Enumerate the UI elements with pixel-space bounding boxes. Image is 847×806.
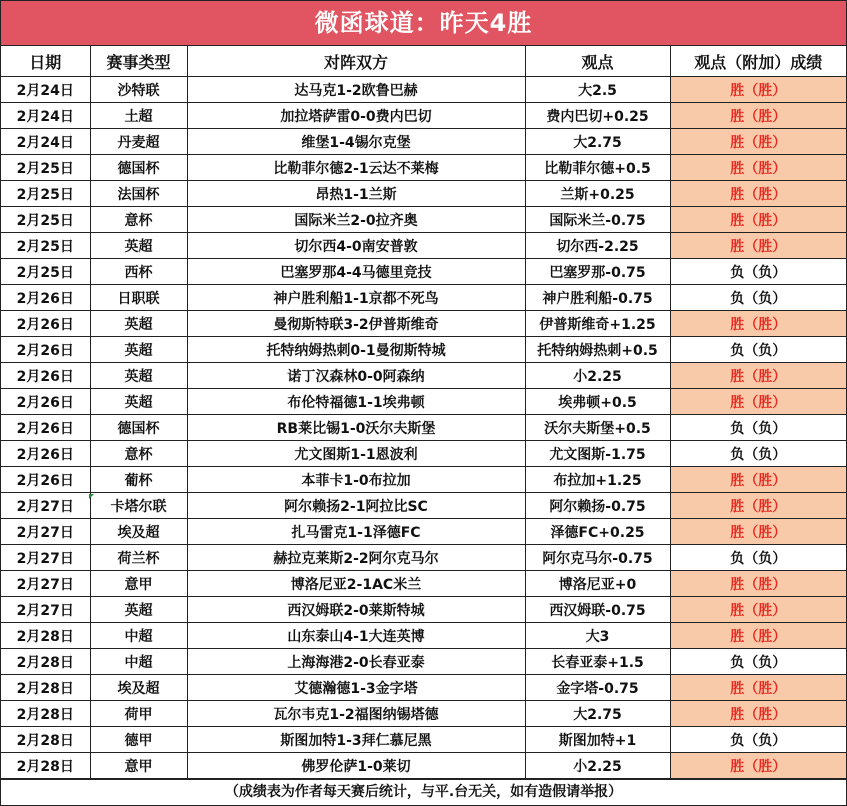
cell-match: 比勒菲尔德2-1云达不莱梅 [187,155,525,181]
cell-match: 维堡1-4锡尔克堡 [187,129,525,155]
table-row [1,545,846,571]
cell-match: 扎马雷克1-1泽德FC [187,519,525,545]
cell-date: 2月26日 [1,285,90,311]
cell-pick: 埃弗顿+0.5 [525,389,670,415]
cell-date: 2月28日 [1,701,90,727]
cell-league: 德国杯 [90,415,187,441]
cell-result: 胜（胜） [670,701,846,727]
cell-pick: 国际米兰-0.75 [525,207,670,233]
cell-league: 埃及超 [90,519,187,545]
cell-result: 负（负） [670,415,846,441]
table-row [1,649,846,675]
cell-result: 胜（胜） [670,493,846,519]
cell-date: 2月25日 [1,155,90,181]
cell-league: 意杯 [90,441,187,467]
cell-match: 国际米兰2-0拉齐奥 [187,207,525,233]
cell-date: 2月26日 [1,363,90,389]
cell-result: 胜（胜） [670,181,846,207]
cell-pick: 比勒菲尔德+0.5 [525,155,670,181]
table-row [1,441,846,467]
cell-date: 2月24日 [1,103,90,129]
table-row [1,259,846,285]
cell-pick: 费内巴切+0.25 [525,103,670,129]
cell-league: 法国杯 [90,181,187,207]
cell-league: 英超 [90,363,187,389]
cell-date: 2月28日 [1,727,90,753]
cell-result: 胜（胜） [670,675,846,701]
cell-date: 2月24日 [1,129,90,155]
cell-pick: 博洛尼亚+0 [525,571,670,597]
cell-result: 负（负） [670,259,846,285]
cell-match: 尤文图斯1-1恩波利 [187,441,525,467]
cell-result: 胜（胜） [670,311,846,337]
cell-result: 胜（胜） [670,753,846,779]
cell-result: 胜（胜） [670,207,846,233]
cell-result: 胜（胜） [670,571,846,597]
cell-league: 沙特联 [90,77,187,103]
cell-date: 2月27日 [1,493,90,519]
cell-match: 上海海港2-0长春亚泰 [187,649,525,675]
cell-pick: 神户胜利船-0.75 [525,285,670,311]
table-body [1,77,846,779]
cell-pick: 斯图加特+1 [525,727,670,753]
header-pick: 观点 [525,46,670,77]
cell-match: 艾德瀚德1-3金字塔 [187,675,525,701]
table-row [1,753,846,779]
cell-date: 2月24日 [1,77,90,103]
cell-league: 西杯 [90,259,187,285]
cell-marker-icon [89,494,94,499]
table-row [1,519,846,545]
cell-match: 昂热1-1兰斯 [187,181,525,207]
cell-league: 德国杯 [90,155,187,181]
cell-league: 土超 [90,103,187,129]
table-row [1,493,846,519]
cell-pick: 阿尔赖扬-0.75 [525,493,670,519]
cell-date: 2月28日 [1,623,90,649]
cell-pick: 伊普斯维奇+1.25 [525,311,670,337]
cell-result: 胜（胜） [670,597,846,623]
cell-pick: 沃尔夫斯堡+0.5 [525,415,670,441]
cell-league: 荷兰杯 [90,545,187,571]
cell-result: 负（负） [670,441,846,467]
cell-pick: 小2.25 [525,363,670,389]
cell-match: 本菲卡1-0布拉加 [187,467,525,493]
cell-result: 胜（胜） [670,129,846,155]
cell-league: 中超 [90,623,187,649]
cell-result: 胜（胜） [670,467,846,493]
cell-league: 日职联 [90,285,187,311]
cell-result: 胜（胜） [670,77,846,103]
table-row [1,181,846,207]
header-league: 赛事类型 [90,46,187,77]
cell-league: 英超 [90,389,187,415]
cell-league: 英超 [90,311,187,337]
cell-pick: 大3 [525,623,670,649]
footer-note: （成绩表为作者每天赛后统计，与平.台无关，如有造假请举报） [1,779,846,805]
cell-date: 2月26日 [1,467,90,493]
cell-date: 2月27日 [1,545,90,571]
cell-match: 巴塞罗那4-4马德里竞技 [187,259,525,285]
cell-date: 2月26日 [1,389,90,415]
cell-league: 丹麦超 [90,129,187,155]
cell-pick: 西汉姆联-0.75 [525,597,670,623]
cell-league: 葡杯 [90,467,187,493]
table-row [1,103,846,129]
cell-result: 胜（胜） [670,519,846,545]
cell-date: 2月27日 [1,519,90,545]
cell-date: 2月28日 [1,675,90,701]
cell-match: 切尔西4-0南安普敦 [187,233,525,259]
cell-league: 德甲 [90,727,187,753]
table-row [1,363,846,389]
cell-date: 2月25日 [1,233,90,259]
cell-date: 2月26日 [1,311,90,337]
table-row [1,415,846,441]
table-row [1,207,846,233]
cell-league: 英超 [90,337,187,363]
cell-match: 托特纳姆热刺0-1曼彻斯特城 [187,337,525,363]
cell-match: 神户胜利船1-1京都不死鸟 [187,285,525,311]
cell-date: 2月26日 [1,441,90,467]
cell-date: 2月26日 [1,415,90,441]
table-row [1,389,846,415]
cell-result: 胜（胜） [670,233,846,259]
cell-league: 意甲 [90,753,187,779]
cell-pick: 泽德FC+0.25 [525,519,670,545]
table-row [1,571,846,597]
cell-match: 山东泰山4-1大连英博 [187,623,525,649]
cell-pick: 兰斯+0.25 [525,181,670,207]
cell-result: 胜（胜） [670,623,846,649]
table-row [1,77,846,103]
cell-date: 2月28日 [1,753,90,779]
header-row [1,46,846,77]
cell-match: 斯图加特1-3拜仁慕尼黑 [187,727,525,753]
cell-match: 诺丁汉森林0-0阿森纳 [187,363,525,389]
cell-league: 意杯 [90,207,187,233]
cell-match: 曼彻斯特联3-2伊普斯维奇 [187,311,525,337]
cell-match: 阿尔赖扬2-1阿拉比SC [187,493,525,519]
cell-result: 负（负） [670,285,846,311]
cell-pick: 托特纳姆热刺+0.5 [525,337,670,363]
cell-match: 赫拉克莱斯2-2阿尔克马尔 [187,545,525,571]
table-row [1,727,846,753]
table-row [1,285,846,311]
cell-league: 荷甲 [90,701,187,727]
cell-league: 英超 [90,597,187,623]
table-row [1,597,846,623]
table-row [1,467,846,493]
cell-pick: 大2.5 [525,77,670,103]
table-row [1,675,846,701]
cell-pick: 切尔西-2.25 [525,233,670,259]
cell-date: 2月28日 [1,649,90,675]
cell-result: 负（负） [670,337,846,363]
cell-result: 负（负） [670,649,846,675]
cell-pick: 金字塔-0.75 [525,675,670,701]
cell-pick: 大2.75 [525,129,670,155]
cell-match: 布伦特福德1-1埃弗顿 [187,389,525,415]
cell-result: 胜（胜） [670,155,846,181]
table-row [1,623,846,649]
cell-league: 卡塔尔联 [90,493,187,519]
cell-date: 2月26日 [1,337,90,363]
header-match: 对阵双方 [187,46,525,77]
cell-date: 2月25日 [1,181,90,207]
results-table [1,46,846,779]
cell-pick: 阿尔克马尔-0.75 [525,545,670,571]
cell-result: 胜（胜） [670,363,846,389]
cell-match: RB莱比锡1-0沃尔夫斯堡 [187,415,525,441]
cell-league: 中超 [90,649,187,675]
table-row [1,233,846,259]
cell-match: 西汉姆联2-0莱斯特城 [187,597,525,623]
cell-result: 负（负） [670,727,846,753]
cell-match: 博洛尼亚2-1AC米兰 [187,571,525,597]
cell-league: 埃及超 [90,675,187,701]
cell-result: 胜（胜） [670,103,846,129]
table-row [1,129,846,155]
cell-result: 负（负） [670,545,846,571]
page-title: 微函球道：昨天4胜 [1,1,846,46]
cell-pick: 巴塞罗那-0.75 [525,259,670,285]
cell-league: 英超 [90,233,187,259]
table-row [1,701,846,727]
cell-date: 2月25日 [1,207,90,233]
cell-date: 2月27日 [1,597,90,623]
cell-pick: 尤文图斯-1.75 [525,441,670,467]
cell-result: 胜（胜） [670,389,846,415]
cell-match: 佛罗伦萨1-0莱切 [187,753,525,779]
cell-pick: 布拉加+1.25 [525,467,670,493]
cell-date: 2月25日 [1,259,90,285]
table-row [1,155,846,181]
cell-date: 2月27日 [1,571,90,597]
cell-pick: 长春亚泰+1.5 [525,649,670,675]
cell-league: 意甲 [90,571,187,597]
header-result: 观点（附加）成绩 [670,46,846,77]
cell-pick: 大2.75 [525,701,670,727]
table-row [1,337,846,363]
cell-match: 瓦尔韦克1-2福图纳锡塔德 [187,701,525,727]
header-date: 日期 [1,46,90,77]
cell-match: 加拉塔萨雷0-0费内巴切 [187,103,525,129]
cell-pick: 小2.25 [525,753,670,779]
cell-match: 达马克1-2欧鲁巴赫 [187,77,525,103]
table-row [1,311,846,337]
